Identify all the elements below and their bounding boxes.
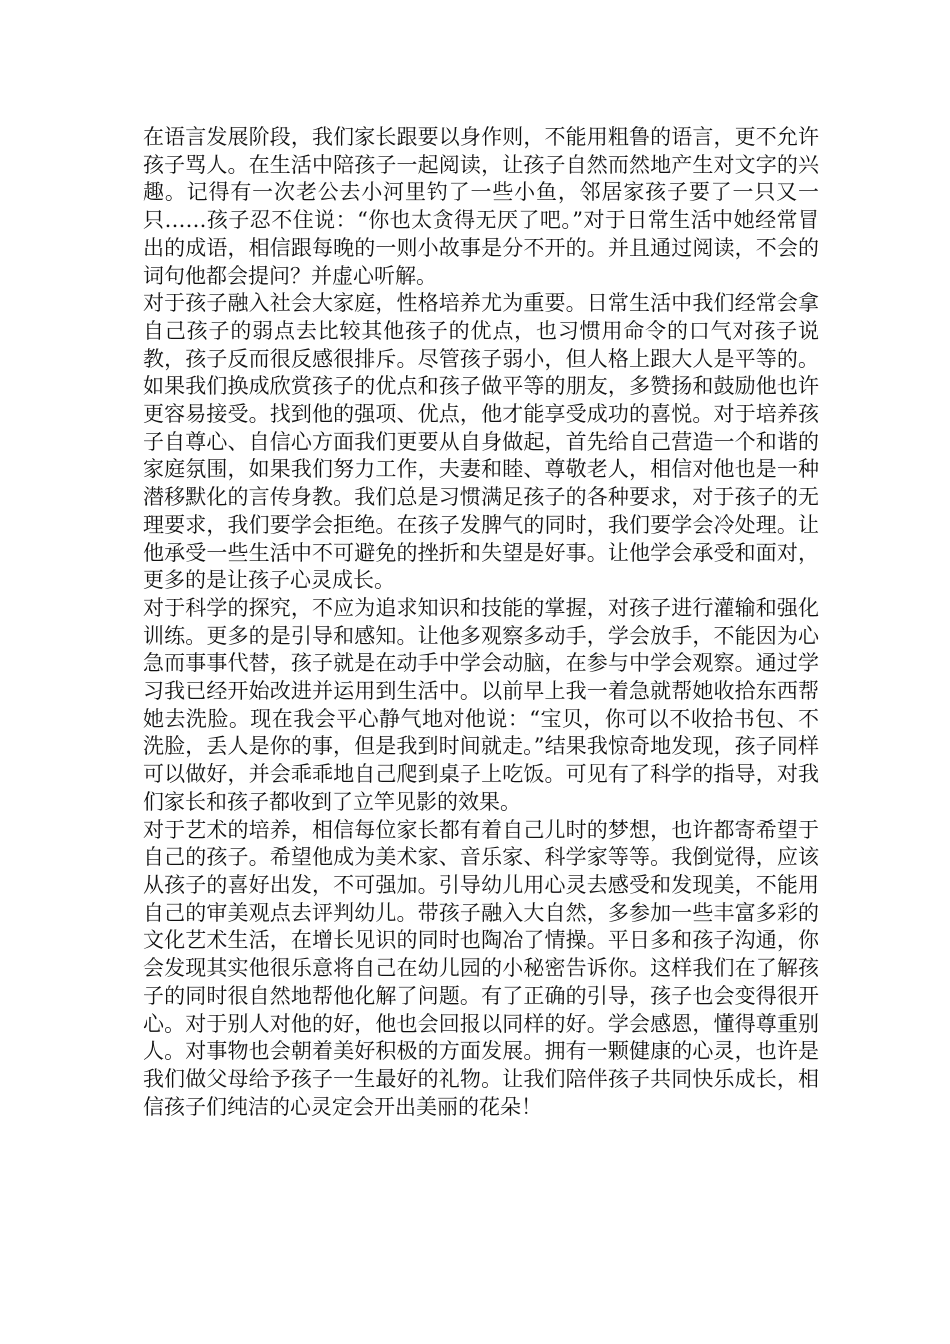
paragraph-character: 对于孩子融入社会大家庭，性格培养尤为重要。日常生活中我们经常会拿自己孩子的弱点去比较其他孩子的优点，也习惯用命令的口气对孩子说教，孩子反而很反感很排斥。尽管孩子弱小，但人格上跟大人是平等的。如果我们换成欣赏孩子的优点和孩子做平等的朋友，多赞扬和鼓励他也许更容易接受。找到他的强项、优点，他才能享受成功的喜悦。对于培养孩子自尊心、自信心方面我们更要从自身做起，首先给自己营造一个和谐的家庭氛围，如果我们努力工作，夫妻和睦、尊敬老人，相信对他也是一种潜移默化的言传身教。我们总是习惯满足孩子的各种要求，对于孩子的无理要求，我们要学会拒绝。在孩子发脾气的同时，我们要学会冷处理。让他承受一些生活中不可避免的挫折和失望是好事。让他学会承受和面对，更多的是让孩子心灵成长。: [143, 291, 819, 593]
paragraph-language: 在语言发展阶段，我们家长跟要以身作则，不能用粗鲁的语言，更不允许孩子骂人。在生活中陪孩子一起阅读，让孩子自然而然地产生对文字的兴趣。记得有一次老公去小河里钓了一些小鱼，邻居家孩子要了一只又一只……孩子忍不住说：“你也太贪得无厌了吧。”对于日常生活中她经常冒出的成语，相信跟每晚的一则小故事是分不开的。并且通过阅读，不会的词句他都会提问？并虚心听解。: [143, 125, 819, 288]
paragraph-science: 对于科学的探究，不应为追求知识和技能的掌握，对孩子进行灌输和强化训练。更多的是引导和感知。让他多观察多动手，学会放手，不能因为心急而事事代替，孩子就是在动手中学会动脑，在参与中学会观察。通过学习我已经开始改进并运用到生活中。以前早上我一着急就帮她收拾东西帮她去洗脸。现在我会平心静气地对他说：“宝贝，你可以不收拾书包、不洗脸，丢人是你的事，但是我到时间就走。”结果我惊奇地发现，孩子同样可以做好，并会乖乖地自己爬到桌子上吃饭。可见有了科学的指导，对我们家长和孩子都收到了立竿见影的效果。: [143, 595, 819, 814]
article-body: [143, 124, 819, 1121]
paragraph-art: 对于艺术的培养，相信每位家长都有着自己儿时的梦想，也许都寄希望于自己的孩子。希望他成为美术家、音乐家、科学家等等。我倒觉得，应该从孩子的喜好出发，不可强加。引导幼儿用心灵去感受和发现美，不能用自己的审美观点去评判幼儿。带孩子融入大自然，多参加一些丰富多彩的文化艺术生活，在增长见识的同时也陶冶了情操。平日多和孩子沟通，你会发现其实他很乐意将自己在幼儿园的小秘密告诉你。这样我们在了解孩子的同时很自然地帮他化解了问题。有了正确的引导，孩子也会变得很开心。对于别人对他的好，他也会回报以同样的好。学会感恩，懂得尊重别人。对事物也会朝着美好积极的方面发展。拥有一颗健康的心灵，也许是我们做父母给予孩子一生最好的礼物。让我们陪伴孩子共同快乐成长，相信孩子们纯洁的心灵定会开出美丽的花朵！: [143, 817, 819, 1119]
